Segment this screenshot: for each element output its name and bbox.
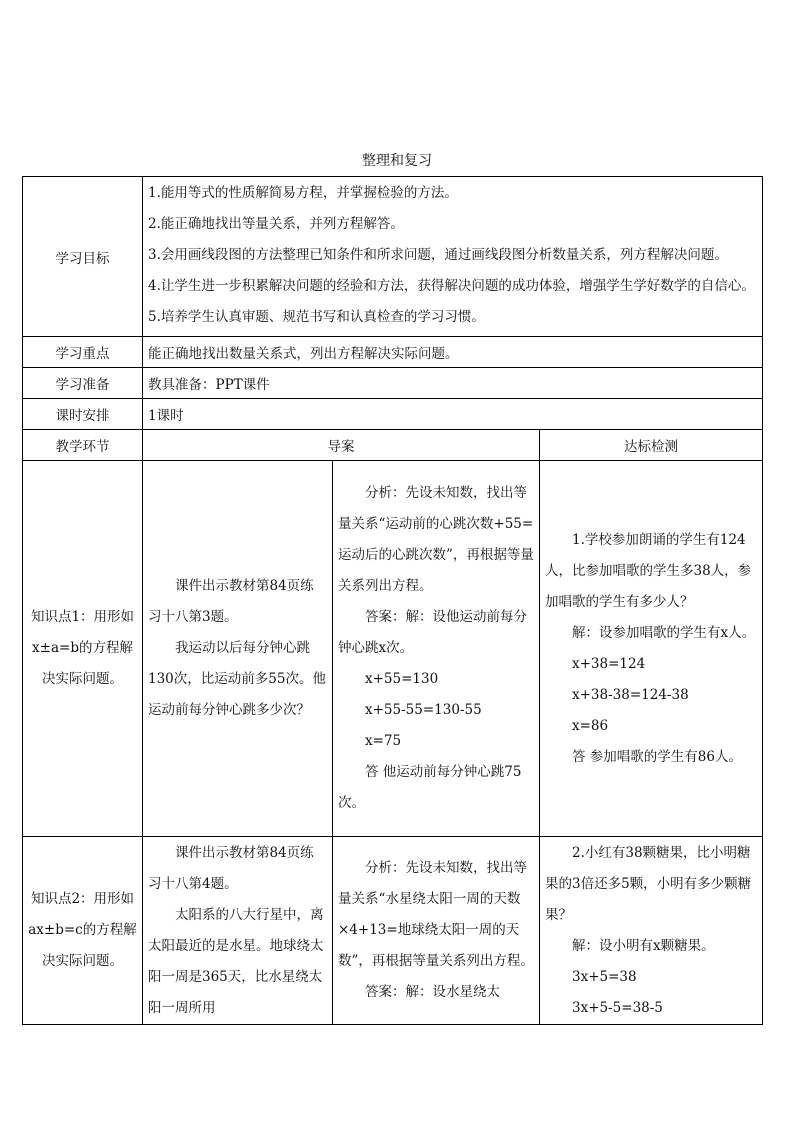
analysis-line: x+55=130 xyxy=(365,671,439,687)
key-points-value: 能正确地找出数量关系式，列出方程解决实际问题。 xyxy=(143,337,763,368)
preparation-label: 学习准备 xyxy=(23,368,143,399)
test-line: 2.小红有38颗糖果，比小明糖果的3倍还多5颗，小明有多少颗糖果？ xyxy=(545,844,752,923)
test-line: 答 参加唱歌的学生有86人。 xyxy=(572,748,742,765)
objectives-content xyxy=(143,177,763,337)
key-points-row xyxy=(23,337,763,368)
knowledge2-test xyxy=(540,837,763,1025)
guide-paragraph: 课件出示教材第84页练习十八第4题。 xyxy=(148,844,314,892)
objective-item: 2.能正确地找出等量关系，并列方程解答。 xyxy=(148,216,404,232)
knowledge1-analysis xyxy=(333,461,540,837)
header-guide: 导案 xyxy=(143,430,540,461)
analysis-line: 答 他运动前每分钟心跳75次。 xyxy=(338,764,522,811)
header-test: 达标检测 xyxy=(540,430,763,461)
analysis-line: 分析：先设未知数，找出等量关系“运动前的心跳次数+55=运动后的心跳次数”，再根据等量关系列出方程。 xyxy=(338,485,534,594)
analysis-line: 分析：先设未知数，找出等量关系“水星绕太阳一周的天数×4+13=地球绕太阳一周的天数”，再根据等量关系列出方程。 xyxy=(338,860,534,969)
knowledge1-row xyxy=(23,461,763,837)
header-section: 教学环节 xyxy=(23,430,143,461)
analysis-line: 答案：解：设他运动前每分钟心跳x次。 xyxy=(338,609,527,656)
objective-item: 4.让学生进一步积累解决问题的经验和方法，获得解决问题的成功体验，增强学生学好数学的自信心。 xyxy=(148,278,755,294)
knowledge1-test xyxy=(540,461,763,837)
header-row xyxy=(23,430,763,461)
knowledge2-row xyxy=(23,837,763,1025)
test-line: 3x+5-5=38-5 xyxy=(572,999,663,1016)
preparation-row xyxy=(23,368,763,399)
guide-paragraph: 课件出示教材第84页练习十八第3题。 xyxy=(148,578,314,625)
knowledge2-guide xyxy=(143,837,333,1025)
test-line: x+38=124 xyxy=(572,655,646,672)
analysis-line: x=75 xyxy=(365,733,402,749)
schedule-label: 课时安排 xyxy=(23,399,143,430)
test-line: 解：设小明有x颗糖果。 xyxy=(572,937,715,954)
test-line: 1.学校参加朗诵的学生有124人，比参加唱歌的学生多38人，参加唱歌的学生有多少人？ xyxy=(545,531,752,610)
guide-paragraph: 我运动以后每分钟心跳130次，比运动前多55次。他运动前每分钟心跳多少次？ xyxy=(148,640,326,718)
key-points-label: 学习重点 xyxy=(23,337,143,368)
page-title: 整理和复习 xyxy=(362,153,432,169)
objective-item: 5.培养学生认真审题、规范书写和认真检查的学习习惯。 xyxy=(148,309,485,325)
preparation-value: 教具准备：PPT课件 xyxy=(143,368,763,399)
guide-paragraph: 太阳系的八大行星中，离太阳最近的是水星。地球绕太阳一周是365天，比水星绕太阳一周所用 xyxy=(148,906,324,1016)
objective-item: 1.能用等式的性质解简易方程，并掌握检验的方法。 xyxy=(148,185,458,201)
knowledge2-label: 知识点2：用形如ax±b=c的方程解决实际问题。 xyxy=(23,837,143,1025)
knowledge1-label: 知识点1：用形如x±a=b的方程解决实际问题。 xyxy=(23,461,143,837)
test-line: x+38-38=124-38 xyxy=(572,686,689,703)
analysis-line: 答案：解：设水星绕太 xyxy=(365,984,500,1000)
objectives-row xyxy=(23,177,763,337)
lesson-plan-table xyxy=(22,176,763,1025)
schedule-row xyxy=(23,399,763,430)
test-line: x=86 xyxy=(572,717,609,734)
schedule-value: 1课时 xyxy=(143,399,763,430)
test-line: 3x+5=38 xyxy=(572,968,637,985)
analysis-line: x+55-55=130-55 xyxy=(365,702,482,718)
knowledge1-guide xyxy=(143,461,333,837)
knowledge2-analysis xyxy=(333,837,540,1025)
objectives-label: 学习目标 xyxy=(23,177,143,337)
objective-item: 3.会用画线段图的方法整理已知条件和所求问题，通过画线段图分析数量关系，列方程解决问题。 xyxy=(148,247,728,263)
test-line: 解：设参加唱歌的学生有x人。 xyxy=(572,624,756,641)
